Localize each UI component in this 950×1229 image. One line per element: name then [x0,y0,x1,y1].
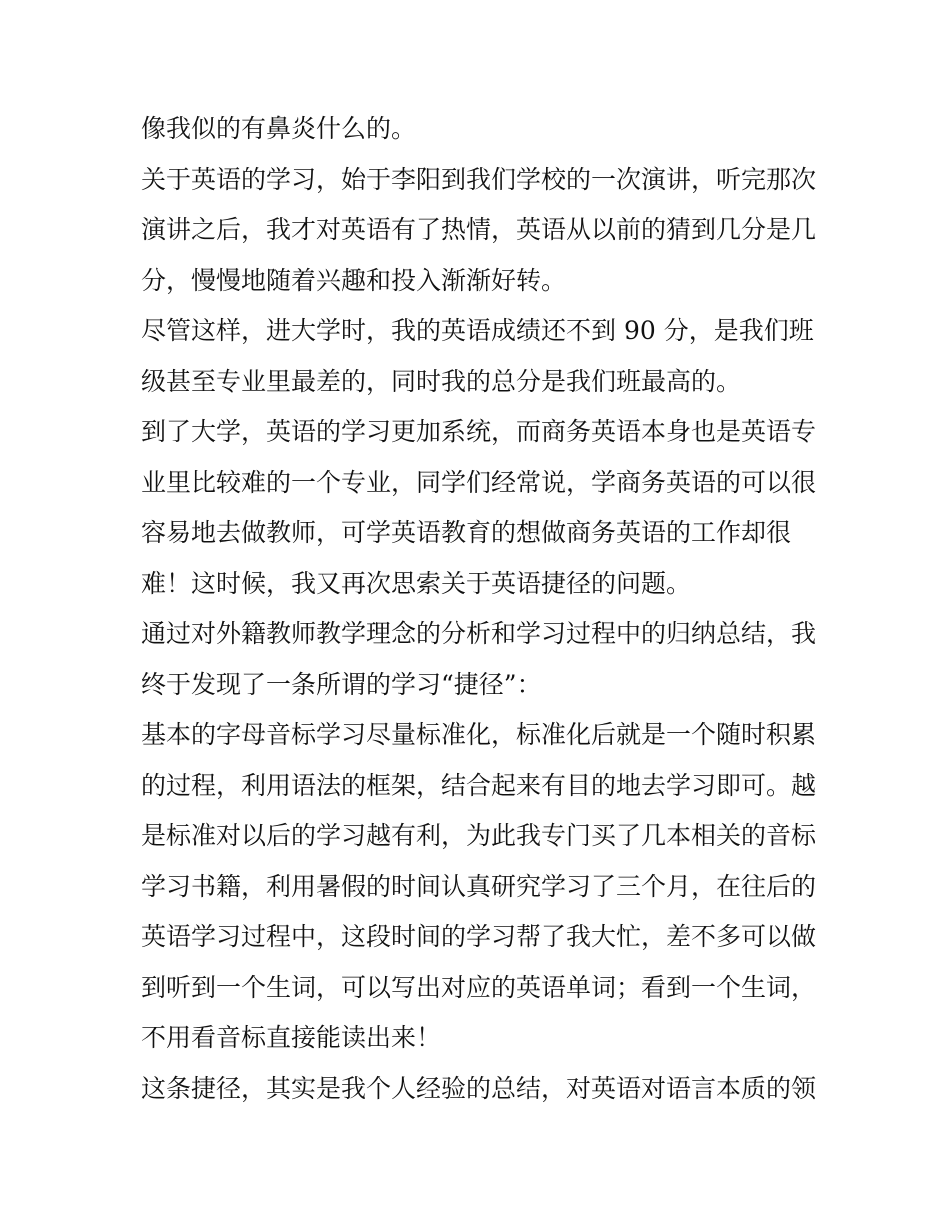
text-line-2: 关于英语的学习，始于李阳到我们学校的一次演讲，听完那次 [141,165,817,194]
text-line-19: 不用看音标直接能读出来！ [141,1023,442,1052]
text-line-14: 的过程，利用语法的框架，结合起来有目的地去学习即可。越 [141,771,817,800]
text-line-17: 英语学习过程中，这段时间的学习帮了我大忙，差不多可以做 [141,922,817,951]
text-line-12: 终于发现了一条所谓的学习“捷径”： [141,670,542,699]
text-line-1: 像我似的有鼻炎什么的。 [141,114,417,143]
text-line-7: 到了大学，英语的学习更加系统，而商务英语本身也是英语专 [141,417,817,446]
text-line-6: 级甚至专业里最差的，同时我的总分是我们班最高的。 [141,367,742,396]
text-line-16: 学习书籍，利用暑假的时间认真研究学习了三个月，在往后的 [141,872,817,901]
text-line-4: 分，慢慢地随着兴趣和投入渐渐好转。 [141,266,567,295]
text-line-9: 容易地去做教师，可学英语教育的想做商务英语的工作却很 [141,518,792,547]
text-line-3: 演讲之后，我才对英语有了热情，英语从以前的猜到几分是几 [141,215,817,244]
text-line-20: 这条捷径，其实是我个人经验的总结，对英语对语言本质的领 [141,1074,817,1103]
text-line-18: 到听到一个生词，可以写出对应的英语单词；看到一个生词， [141,973,817,1002]
text-line-11: 通过对外籍教师教学理念的分析和学习过程中的归纳总结，我 [141,619,817,648]
text-line-15: 是标准对以后的学习越有利，为此我专门买了几本相关的音标 [141,821,817,850]
text-line-8: 业里比较难的一个专业，同学们经常说，学商务英语的可以很 [141,468,817,497]
text-line-13: 基本的字母音标学习尽量标准化，标准化后就是一个随时积累 [141,720,817,749]
text-line-5: 尽管这样，进大学时，我的英语成绩还不到 90 分，是我们班 [141,316,814,345]
text-line-10: 难！这时候，我又再次思索关于英语捷径的问题。 [141,569,692,598]
